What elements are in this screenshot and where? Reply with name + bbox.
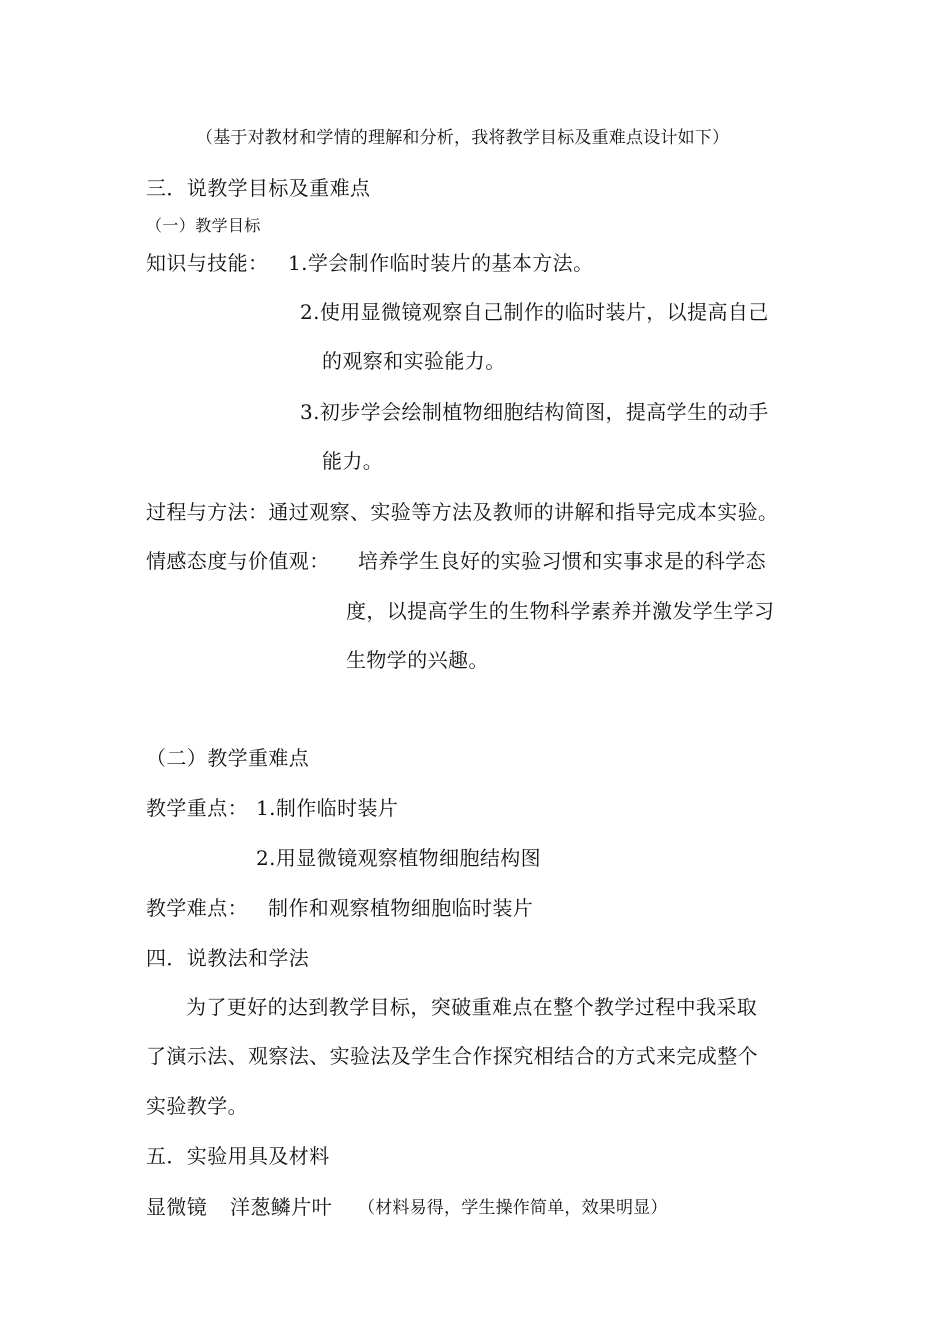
key-point-2: 2.用显微镜观察植物细胞结构图 bbox=[256, 846, 542, 870]
intro-note: （基于对教材和学情的理解和分析，我将教学目标及重难点设计如下） bbox=[196, 128, 730, 148]
emotion-line-2: 度，以提高学生的生物科学素养并激发学生学习 bbox=[346, 599, 775, 623]
knowledge-item-3-line-1: 3.初步学会绘制植物细胞结构简图，提高学生的动手 bbox=[300, 400, 769, 424]
knowledge-item-2-line-1: 2.使用显微镜观察自己制作的临时装片，以提高自己 bbox=[300, 300, 769, 324]
knowledge-item-3-line-2: 能力。 bbox=[322, 449, 384, 473]
knowledge-skills-label: 知识与技能： bbox=[146, 251, 269, 275]
key-point-1: 1.制作临时装片 bbox=[256, 796, 399, 820]
material-microscope: 显微镜 bbox=[146, 1195, 208, 1219]
section5-heading: 五．实验用具及材料 bbox=[146, 1144, 330, 1168]
section4-heading: 四．说教法和学法 bbox=[146, 946, 310, 970]
knowledge-item-1: 1.学会制作临时装片的基本方法。 bbox=[288, 251, 594, 275]
method-paragraph-line-3: 实验教学。 bbox=[146, 1094, 248, 1118]
emotion-line-1: 培养学生良好的实验习惯和实事求是的科学态 bbox=[358, 549, 766, 573]
key-points-label: 教学重点： bbox=[146, 796, 248, 820]
material-note: （材料易得，学生操作简单，效果明显） bbox=[358, 1198, 668, 1218]
emotion-attitude-label: 情感态度与价值观： bbox=[146, 549, 330, 573]
key-difficult-heading: （二）教学重难点 bbox=[146, 746, 310, 770]
teaching-goals-heading: （一）教学目标 bbox=[146, 216, 261, 235]
process-method-line: 过程与方法：通过观察、实验等方法及教师的讲解和指导完成本实验。 bbox=[146, 500, 779, 524]
material-onion-leaf: 洋葱鳞片叶 bbox=[230, 1195, 332, 1219]
difficult-points-label: 教学难点： bbox=[146, 896, 248, 920]
section3-heading: 三．说教学目标及重难点 bbox=[146, 176, 371, 200]
difficult-point-text: 制作和观察植物细胞临时装片 bbox=[268, 896, 534, 920]
method-paragraph-line-2: 了演示法、观察法、实验法及学生合作探究相结合的方式来完成整个 bbox=[146, 1044, 758, 1068]
knowledge-item-2-line-2: 的观察和实验能力。 bbox=[322, 349, 506, 373]
method-paragraph-line-1: 为了更好的达到教学目标，突破重难点在整个教学过程中我采取 bbox=[186, 995, 758, 1019]
emotion-line-3: 生物学的兴趣。 bbox=[346, 648, 489, 672]
